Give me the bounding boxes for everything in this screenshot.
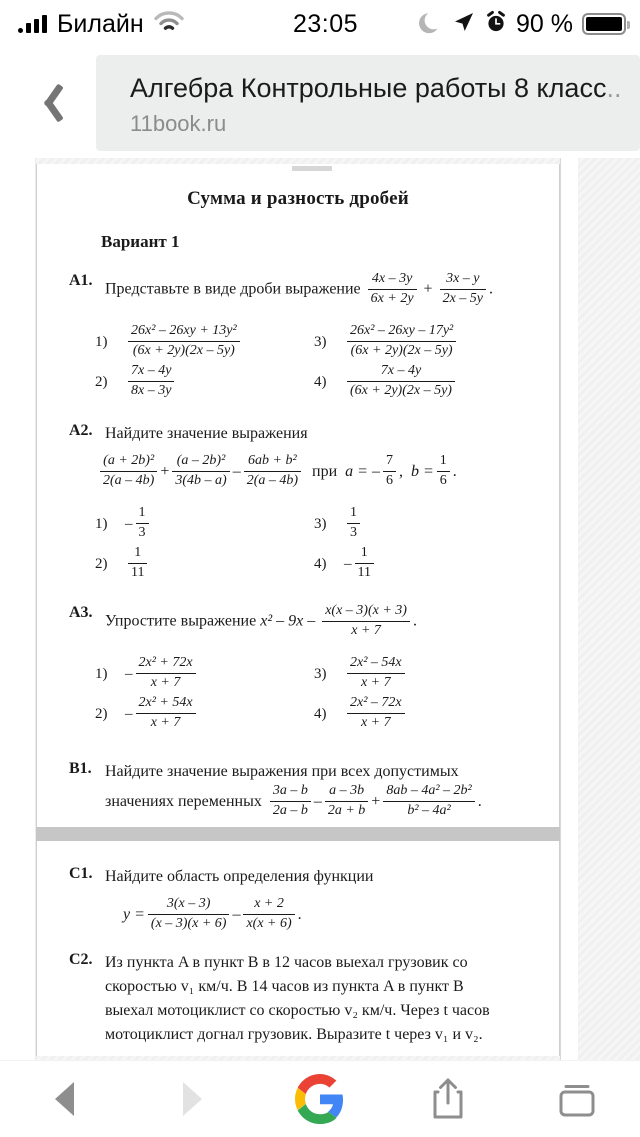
task-a2-options-right [314, 504, 533, 584]
option-item[interactable]: 1) – $\frac{1}{3}$ [95, 504, 314, 544]
task-b1-tag: B1. [69, 760, 92, 778]
google-app-button[interactable] [270, 1061, 370, 1137]
app-header [0, 48, 640, 158]
option-item[interactable]: 2) $\frac{1}{11}$ [95, 544, 314, 584]
task-a2-expression: $\frac{\text{(a + 2b)²}}{2(a - 4b)}$ + $\frac{\text{(a – 2b)²}}{3(4b - a)}$ – $\frac{\text{6ab + b²}}{2(a - 4b)}$ при a = – $\frac{7}{6}$ , b = $\frac{1}{6}$ . [63, 454, 533, 490]
b1-fraction-1: $\frac{3a - b}{2a - b}$ [270, 783, 311, 819]
task-c2-line-3: выехал мотоциклист со скоростью v₂ км/ч. Через t часов [105, 1002, 490, 1020]
scan-separator [36, 827, 560, 841]
task-c2-line-1: Из пункта A в пункт B в 12 часов выехал грузовик со [105, 954, 468, 972]
task-b1-line-2: значениях переменных $\frac{3a - b}{2a - b}$ – $\frac{a - 3b}{2a + b}$ + $\frac{\text{8ab – 4a² – 2b²}}{\text{b² – 4a²}}$ . [105, 783, 482, 818]
task-a2-text: Найдите значение выражения [105, 425, 308, 443]
share-up-arrow-icon [431, 1077, 465, 1121]
task-a1-options-left [95, 322, 314, 402]
back-nav-button[interactable] [14, 1061, 114, 1137]
google-g-logo-icon [295, 1074, 345, 1124]
task-a2 [63, 422, 533, 446]
option-item[interactable]: 3) $\frac{\text{26x² – 26xy – 17y²}}{(6x + 2y)(2x - 5y)}$ [314, 322, 533, 362]
variant-label: Вариант 1 [101, 232, 180, 251]
tabs-card-icon [557, 1081, 595, 1117]
task-a1-tag: A1. [69, 272, 93, 289]
a2-condition-a: $\frac{7}{6}$ [383, 453, 396, 489]
option-item[interactable]: 3) $\frac{\text{2x² – 54x}}{x + 7}$ [314, 654, 533, 694]
task-a1-options-right [314, 322, 533, 402]
task-c2-line-4: мотоциклист догнал грузовик. Выразите t через v₁ и v₂. [105, 1026, 483, 1044]
task-a2-tag: A2. [69, 422, 93, 440]
a2-condition-b: $\frac{1}{6}$ [437, 453, 450, 489]
task-c1 [63, 865, 533, 889]
option-item[interactable]: 2) $\frac{7x - 4y}{8x - 3y}$ [95, 362, 314, 402]
page-gutter [560, 158, 578, 1060]
task-c1-tag: C1. [69, 865, 93, 882]
option-item[interactable]: 4) $\frac{\text{2x² – 72x}}{x + 7}$ [314, 694, 533, 734]
option-item[interactable]: 2) – $\frac{\text{2x² + 54x}}{x + 7}$ [95, 694, 314, 734]
task-a1-operator: + [423, 280, 433, 298]
task-a1-body [105, 272, 533, 308]
status-bar [0, 0, 640, 48]
share-button[interactable] [398, 1061, 498, 1137]
option-item[interactable]: 3) $\frac{1}{3}$ [314, 504, 533, 544]
task-a1-tail: . [489, 280, 493, 298]
option-item[interactable]: 4) $\frac{7x - 4y}{(6x + 2y)(2x - 5y)}$ [314, 362, 533, 402]
tabs-button[interactable] [526, 1061, 626, 1137]
option-item[interactable]: 4) – $\frac{1}{11}$ [314, 544, 533, 584]
cellular-signal-icon [18, 15, 47, 33]
task-a3-options-right [314, 654, 533, 734]
task-a2-options [63, 504, 533, 584]
clipped-text-artifact [292, 166, 332, 171]
task-a2-body [105, 422, 533, 446]
task-c2-line-2: скоростью v₁ км/ч. В 14 часов из пункта A в пункт B [105, 978, 464, 996]
left-margin [0, 158, 36, 1060]
a2-fraction-2: $\frac{\text{(a – 2b)²}}{3(4b - a)}$ [172, 453, 229, 489]
task-a3-tag: A3. [69, 604, 93, 622]
task-b1 [63, 760, 533, 820]
task-a1-fraction-1: $\frac{4x - 3y}{6x + 2y}$ [368, 271, 417, 307]
task-c2-body [105, 951, 533, 1047]
task-b1-line-1: Найдите значение выражения при всех допустимых [105, 763, 459, 781]
status-bar-right [421, 10, 640, 39]
c1-fraction-1: $\frac{3(x - 3)}{(x - 3)(x + 6)}$ [148, 896, 230, 932]
task-a3 [63, 604, 533, 640]
scanned-page-bottom [36, 841, 560, 1056]
task-c1-text: Найдите область определения функции [105, 868, 374, 885]
task-a1 [63, 272, 533, 308]
a2-fraction-3: $\frac{\text{6ab + b²}}{2(a - 4b)}$ [244, 453, 301, 489]
b1-fraction-2: $\frac{a - 3b}{2a + b}$ [325, 783, 368, 819]
location-arrow-icon [452, 10, 476, 39]
option-item[interactable]: 1) $\frac{\text{26x² – 26xy + 13y²}}{(6x + 2y)(2x - 5y)}$ [95, 322, 314, 362]
status-bar-left [0, 10, 230, 39]
wifi-icon [154, 11, 184, 38]
battery-percent-label: 90 % [516, 9, 573, 38]
carrier-label: Билайн [57, 9, 144, 38]
task-a1-text: Представьте в виде дроби выражение [105, 280, 361, 298]
page-title-ellipsis: .. [606, 73, 622, 104]
task-a3-body: Упростите выражение x² – 9x – $\frac{x(x - 3)(x + 3)}{x + 7}$ . [105, 603, 417, 638]
task-a3-fraction: $\frac{x(x - 3)(x + 3)}{x + 7}$ [322, 603, 410, 639]
task-c1-expression: y = $\frac{3(x - 3)}{(x - 3)(x + 6)}$ – $\frac{x + 2}{x(x + 6)}$ . [123, 896, 302, 931]
task-a3-options [63, 654, 533, 734]
b1-fraction-3: $\frac{\text{8ab – 4a² – 2b²}}{\text{b² – 4a²}}$ [383, 783, 474, 819]
page-title: Алгебра Контрольные работы 8 класс.. [130, 73, 622, 104]
page-title-panel[interactable] [96, 55, 640, 151]
chapter-title: Сумма и разность дробей [187, 188, 409, 209]
c1-fraction-2: $\frac{x + 2}{x(x + 6)}$ [243, 896, 294, 932]
task-a3-options-left [95, 654, 314, 734]
chevron-left-icon [35, 81, 61, 125]
task-c1-body [105, 865, 533, 889]
task-a3-lead: x² – 9x – [260, 612, 316, 630]
crescent-moon-icon [421, 10, 443, 39]
task-c2-tag: C2. [69, 951, 93, 969]
scanned-page-top [36, 164, 560, 827]
task-c2 [63, 951, 533, 1047]
task-b1-body [105, 760, 533, 820]
page-domain-label: 11book.ru [130, 110, 227, 136]
document-page-1 [37, 164, 559, 863]
task-a1-options [63, 322, 533, 402]
forward-triangle-icon [183, 1082, 202, 1116]
back-triangle-icon [55, 1082, 74, 1116]
task-a1-fraction-2: $\frac{3x - y}{2x - 5y}$ [440, 271, 486, 307]
task-a2-options-left [95, 504, 314, 584]
status-bar-center [230, 10, 421, 39]
task-a3-text: Упростите выражение [105, 612, 257, 630]
forward-nav-button[interactable] [142, 1061, 242, 1137]
clock-label: 23:05 [292, 9, 359, 38]
option-item[interactable]: 1) – $\frac{\text{2x² + 72x}}{x + 7}$ [95, 654, 314, 694]
browser-toolbar [0, 1060, 640, 1136]
a2-fraction-1: $\frac{\text{(a + 2b)²}}{2(a - 4b)}$ [100, 453, 157, 489]
back-button[interactable] [0, 48, 96, 158]
document-page-2 [37, 841, 559, 1083]
battery-full-icon [582, 13, 626, 35]
alarm-clock-icon [485, 10, 507, 39]
webpage-content[interactable] [0, 158, 640, 1060]
